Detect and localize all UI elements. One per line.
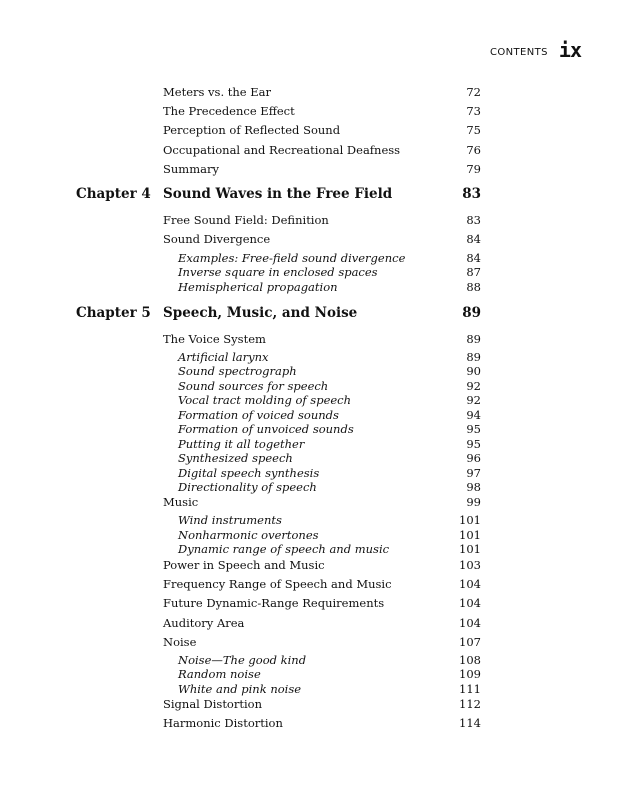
toc-subentry[interactable] [178,250,481,265]
toc-subentry[interactable] [178,392,481,407]
entry-page: 84 [466,250,481,265]
section-title: CONTENTS [490,47,548,58]
entry-title: Artificial larynx [178,349,269,364]
toc-entry[interactable] [163,160,481,178]
entry-page: 101 [459,512,481,527]
entry-title: Digital speech synthesis [178,465,320,480]
entry-title: Directionality of speech [178,479,317,494]
entry-page: 75 [466,123,481,137]
chapter-label: Chapter 4 [76,186,151,202]
toc-entry[interactable] [163,556,481,574]
toc-entry[interactable] [163,633,481,651]
entry-title: Free Sound Field: Definition [163,213,329,227]
entry-page: 104 [459,577,481,591]
toc-subentry[interactable] [178,407,481,422]
entry-title: Power in Speech and Music [163,558,325,572]
toc-subentry[interactable] [178,264,481,279]
entry-title: Music [163,495,199,509]
entry-page: 107 [459,635,481,649]
toc-entry[interactable] [163,695,481,713]
entry-title: Hemispherical propagation [178,279,338,294]
entry-title: Noise [163,635,197,649]
entry-title: Dynamic range of speech and music [178,541,390,556]
entry-title: Formation of voiced sounds [178,407,339,422]
toc-subentry[interactable] [178,652,481,667]
chapter-heading-5[interactable] [76,302,481,324]
toc-subentry[interactable] [178,527,481,542]
toc-subentry[interactable] [178,279,481,294]
entry-title: Harmonic Distortion [163,716,283,730]
entry-title: Nonharmonic overtones [178,527,319,542]
entry-page: 103 [459,558,481,572]
entry-page: 109 [459,666,481,681]
entry-page: 79 [466,162,481,176]
entry-title: Meters vs. the Ear [163,85,272,99]
chapter-title: Sound Waves in the Free Field [163,186,393,202]
entry-title: Sound spectrograph [178,363,297,378]
entry-title: White and pink noise [178,681,302,696]
toc-entry[interactable] [163,230,481,248]
entry-page: 94 [466,407,481,422]
entry-title: Vocal tract molding of speech [178,392,352,407]
entry-title: The Voice System [163,332,266,346]
entry-title: Perception of Reflected Sound [163,123,341,137]
toc-subentry[interactable] [178,349,481,364]
entry-page: 97 [466,465,481,480]
entry-title: Examples: Free-field sound divergence [178,250,406,265]
entry-page: 84 [466,232,481,246]
entry-title: Inverse square in enclosed spaces [178,264,378,279]
entry-page: 76 [466,143,481,157]
entry-title: Summary [163,162,219,176]
entry-page: 104 [459,596,481,610]
entry-page: 112 [459,697,481,711]
entry-title: Wind instruments [178,512,282,527]
entry-title: Putting it all together [178,436,305,451]
entry-title: Sound sources for speech [178,378,329,393]
toc-subentry[interactable] [178,378,481,393]
toc-entry[interactable] [163,83,481,101]
entry-page: 104 [459,616,481,630]
chapter-label: Chapter 5 [76,305,151,321]
entry-page: 88 [466,279,481,294]
entry-page: 89 [466,332,481,346]
toc-entry[interactable] [163,141,481,159]
entry-title: Formation of unvoiced sounds [178,421,354,436]
toc-subentry[interactable] [178,421,481,436]
toc-entry[interactable] [163,330,481,348]
page-number: ix [558,38,581,62]
entry-page: 114 [459,716,481,730]
entry-title: Future Dynamic-Range Requirements [163,596,385,610]
entry-page: 99 [466,495,481,509]
entry-page: 89 [466,349,481,364]
chapter-title: Speech, Music, and Noise [163,305,358,321]
toc-entry[interactable] [163,121,481,139]
toc-subentry[interactable] [178,512,481,527]
entry-page: 101 [459,541,481,556]
entry-title: The Precedence Effect [163,104,295,118]
entry-page: 108 [459,652,481,667]
entry-page: 101 [459,527,481,542]
entry-page: 83 [466,213,481,227]
entry-page: 92 [466,378,481,393]
toc-subentry[interactable] [178,363,481,378]
toc-subentry[interactable] [178,479,481,494]
entry-title: Occupational and Recreational Deafness [163,143,401,157]
entry-page: 72 [466,85,481,99]
entry-page: 90 [466,363,481,378]
toc-entry[interactable] [163,614,481,632]
entry-title: Synthesized speech [178,450,293,465]
entry-title: Noise—The good kind [178,652,307,667]
toc-entry[interactable] [163,594,481,612]
chapter-page: 89 [462,305,481,321]
toc-entry[interactable] [163,211,481,229]
entry-page: 87 [466,264,481,279]
entry-title: Signal Distortion [163,697,262,711]
entry-title: Sound Divergence [163,232,271,246]
entry-page: 73 [466,104,481,118]
entry-page: 96 [466,450,481,465]
entry-title: Frequency Range of Speech and Music [163,577,392,591]
toc-entry[interactable] [163,493,481,511]
toc-entry[interactable] [163,575,481,593]
entry-page: 98 [466,479,481,494]
entry-page: 95 [466,421,481,436]
entry-title: Auditory Area [163,616,245,630]
toc-subentry[interactable] [178,436,481,451]
toc-subentry[interactable] [178,666,481,681]
toc-entry[interactable] [163,102,481,120]
toc-subentry[interactable] [178,450,481,465]
entry-page: 111 [459,681,481,696]
toc-subentry[interactable] [178,465,481,480]
entry-page: 95 [466,436,481,451]
entry-title: Random noise [178,666,261,681]
chapter-page: 83 [462,186,481,202]
toc-entry[interactable] [163,714,481,732]
chapter-heading-4[interactable] [76,183,481,205]
toc-subentry[interactable] [178,541,481,556]
entry-page: 92 [466,392,481,407]
toc-subentry[interactable] [178,681,481,696]
